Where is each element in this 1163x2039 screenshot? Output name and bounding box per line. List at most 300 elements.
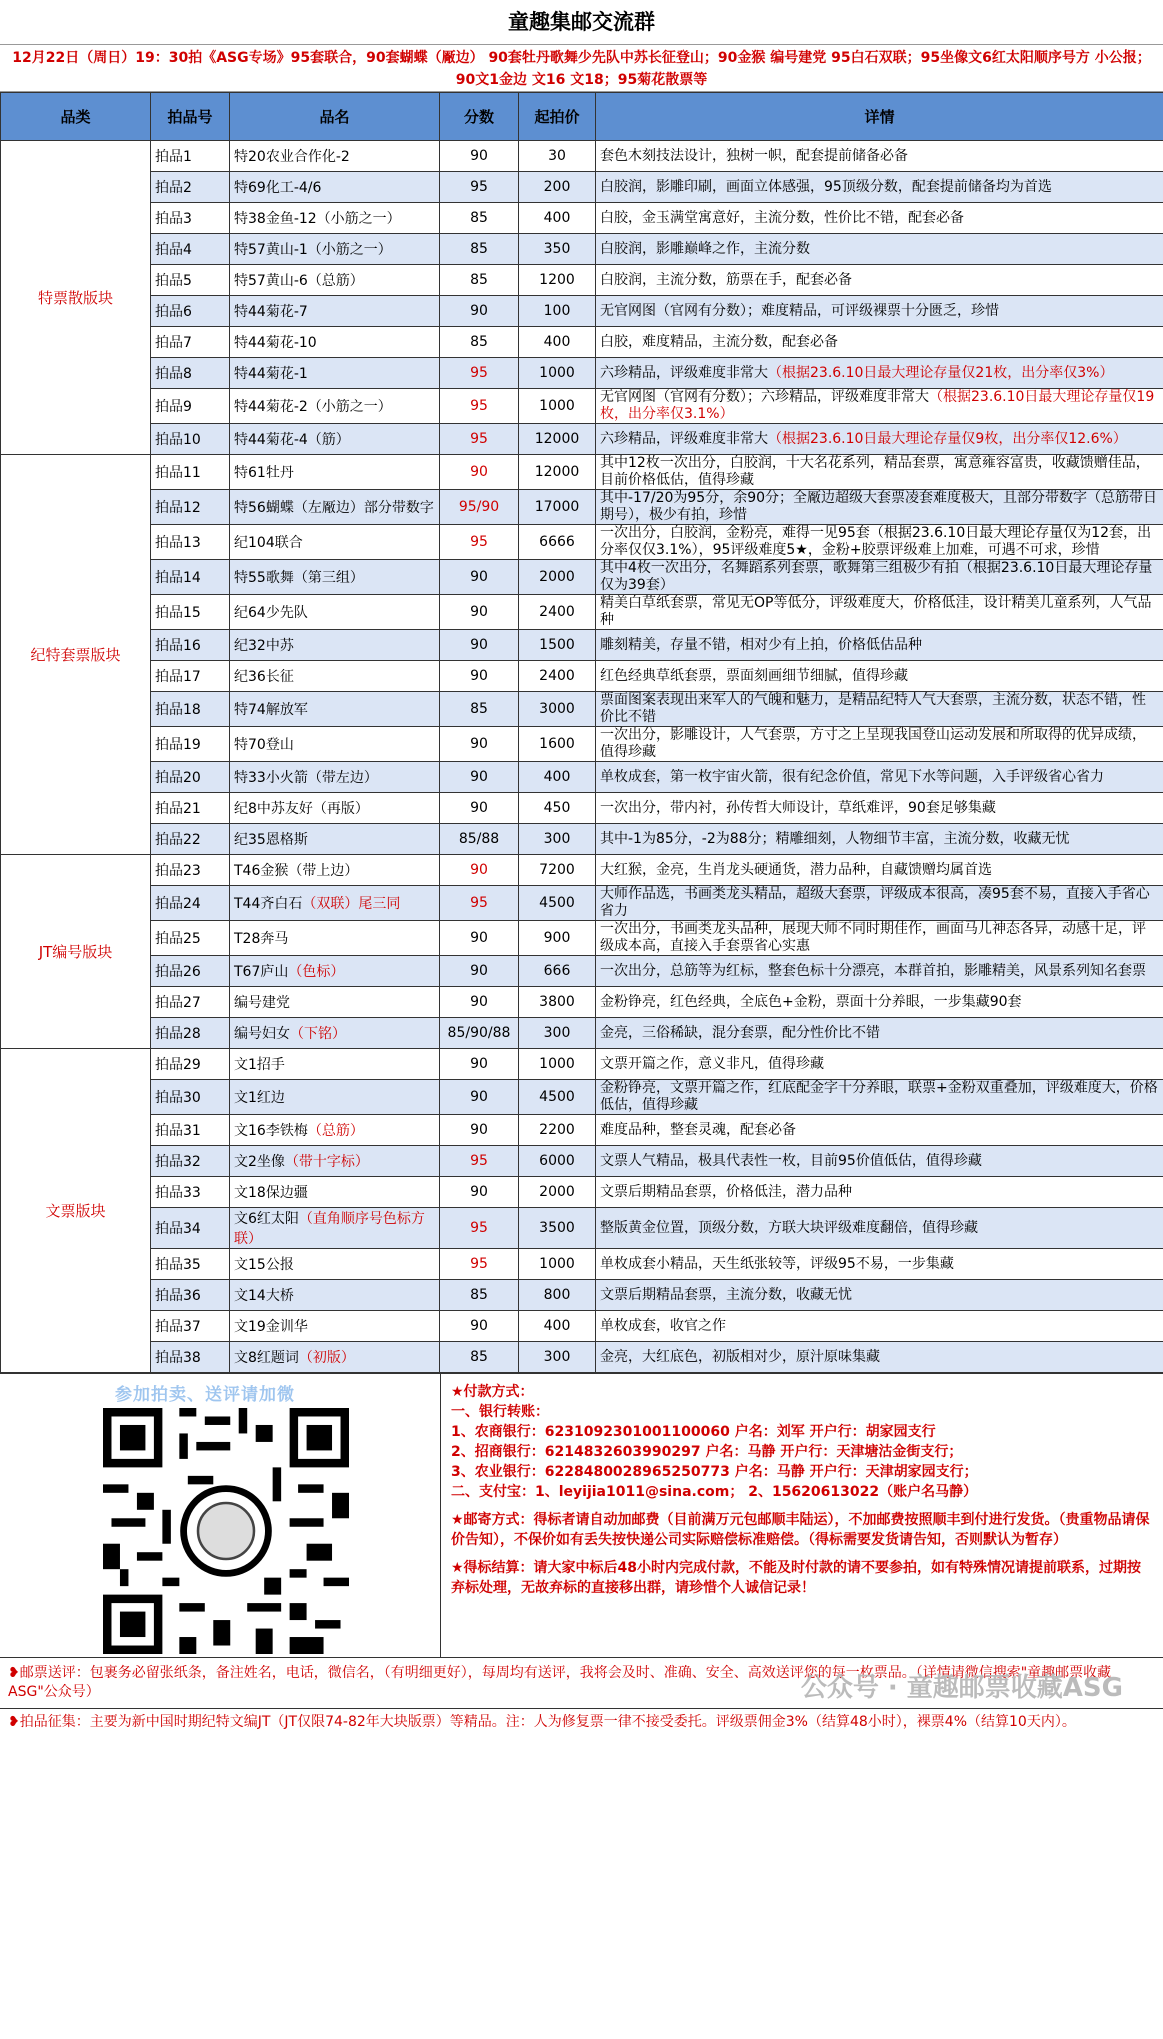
lot-name [230, 389, 440, 424]
lot-score: 90 [440, 296, 519, 327]
lot-number: 拍品13 [151, 525, 230, 560]
payment-heading: ★付款方式： [451, 1384, 534, 1400]
lot-name-text: 特44菊花-4（筋） [234, 432, 350, 448]
table-row [1, 1018, 1163, 1049]
table-row [1, 661, 1163, 692]
lot-name-text: T46金猴（带上边） [234, 863, 359, 879]
page-subtitle: 12月22日（周日）19：30拍《ASG专场》95套联合，90套蝴蝶（厰边） 90套牡丹歌舞少先队中苏长征登山；90金猴 编号建党 95白石双联；95坐像文6红太阳顺序号方 小公报；90文1金边 文16 文18；95菊花散票等 [0, 45, 1163, 92]
lot-start-price: 1000 [519, 389, 596, 424]
lot-name-text: 文16李铁梅 [234, 1123, 308, 1139]
lot-table [0, 92, 1163, 1373]
lot-name [230, 424, 440, 455]
lot-name [230, 595, 440, 630]
lot-name-text: 特44菊花-7 [234, 304, 308, 320]
lot-detail [596, 234, 1163, 265]
table-row [1, 886, 1163, 921]
table-row [1, 1280, 1163, 1311]
lot-detail-text: 单枚成套，第一枚宇宙火箭，很有纪念价值，常见下水等问题，入手评级省心省力 [600, 768, 1104, 785]
table-row [1, 1115, 1163, 1146]
lot-score: 90 [440, 921, 519, 956]
table-row [1, 1080, 1163, 1115]
lot-detail-text: 白胶，金玉满堂寓意好，主流分数，性价比不错，配套必备 [600, 209, 964, 226]
lot-detail [596, 525, 1163, 560]
lot-detail [596, 1049, 1163, 1080]
lot-detail-text: 其中12枚一次出分，白胶润，十大名花系列，精品套票，寓意雍容富贵，收藏馈赠佳品，目前价格低估，值得珍藏 [600, 455, 1150, 488]
lot-number: 拍品15 [151, 595, 230, 630]
send-grading-note: ❥邮票送评：包裹务必留张纸条，备注姓名，电话，微信名，（有明细更好），每周均有送评，我将会及时、准确、安全、高效送评您的每一枚票品。（详情请微信搜索"童趣邮票收藏ASG"公众号） [0, 1657, 1163, 1708]
lot-start-price: 100 [519, 296, 596, 327]
lot-detail [596, 490, 1163, 525]
lot-number: 拍品29 [151, 1049, 230, 1080]
table-row [1, 1311, 1163, 1342]
lot-name-text: 特33小火箭（带左边） [234, 770, 378, 786]
lot-detail-text: 大红猴，金亮，生肖龙头硬通货，潜力品种，自藏馈赠均属首选 [600, 861, 992, 878]
lot-start-price: 3800 [519, 987, 596, 1018]
lot-name [230, 525, 440, 560]
table-row [1, 1249, 1163, 1280]
table-row [1, 855, 1163, 886]
lot-name [230, 234, 440, 265]
lot-name [230, 265, 440, 296]
lot-number: 拍品1 [151, 141, 230, 172]
lot-score: 85 [440, 265, 519, 296]
lot-score: 90 [440, 727, 519, 762]
lot-score: 85 [440, 1342, 519, 1373]
lot-start-price: 2400 [519, 661, 596, 692]
bank-line-3: 3、农业银行：6228480028965250773 户名：马静 开户行：天津胡家园支行； [451, 1464, 978, 1480]
lot-score: 85 [440, 203, 519, 234]
lot-start-price: 3000 [519, 692, 596, 727]
lot-detail [596, 424, 1163, 455]
lot-name [230, 1208, 440, 1249]
lot-name [230, 692, 440, 727]
lot-detail-text: 一次出分，影雕设计，人气套票，方寸之上呈现我国登山运动发展和所取得的优异成绩，值得珍藏 [600, 727, 1146, 760]
lot-detail-text: 难度品种，整套灵魂，配套必备 [600, 1121, 796, 1138]
lot-name [230, 855, 440, 886]
lot-name [230, 824, 440, 855]
lot-start-price: 30 [519, 141, 596, 172]
lot-detail-text: 一次出分，总筋等为红标，整套色标十分漂亮，本群首拍，影雕精美，风景系列知名套票 [600, 962, 1146, 979]
lot-score: 90 [440, 630, 519, 661]
section-label: 文票版块 [1, 1049, 151, 1373]
lot-detail [596, 921, 1163, 956]
lot-detail-text: 其中-1为85分，-2为88分；精雕细刻，人物细节丰富，主流分数，收藏无忧 [600, 830, 1070, 847]
table-row [1, 234, 1163, 265]
lot-name-text: 特69化工-4/6 [234, 180, 322, 196]
lot-score: 90 [440, 560, 519, 595]
lot-detail-text: 无官网图（官网有分数）；难度精品，可评级裸票十分匮乏，珍惜 [600, 302, 999, 319]
lot-name-text: 特20农业合作化-2 [234, 149, 350, 165]
mail-note: ★邮寄方式：得标者请自动加邮费（目前满万元包邮顺丰陆运），不加邮费按照顺丰到付进行发货。（贵重物品请保价告知），不保价如有丢失按快递公司实际赔偿标准赔偿。（得标需要发货请告知，否则默认为暂存） [451, 1512, 1150, 1548]
lot-number: 拍品10 [151, 424, 230, 455]
lot-score: 90 [440, 987, 519, 1018]
lot-name [230, 921, 440, 956]
lot-score: 95/90 [440, 490, 519, 525]
table-row [1, 1177, 1163, 1208]
lot-name-text: 编号妇女 [234, 1026, 290, 1042]
lot-name-text: 文1红边 [234, 1090, 285, 1106]
lot-detail-text: 金粉铮亮，红色经典，全底色+金粉，票面十分养眼，一步集藏90套 [600, 993, 1022, 1010]
lot-name-text: 文2坐像 [234, 1154, 285, 1170]
lot-detail-text: 白胶润，主流分数，筋票在手，配套必备 [600, 271, 852, 288]
lot-detail-text: 精美白草纸套票，常见无OP等低分，评级难度大，价格低洼，设计精美儿童系列，人气品种 [600, 595, 1152, 628]
table-row [1, 630, 1163, 661]
lot-name [230, 793, 440, 824]
lot-name-text: 纪35恩格斯 [234, 832, 308, 848]
lot-detail [596, 296, 1163, 327]
lot-name [230, 203, 440, 234]
lot-detail-text: 一次出分，带内衬，孙传哲大师设计，草纸难评，90套足够集藏 [600, 799, 996, 816]
lot-name [230, 1342, 440, 1373]
lot-start-price: 2400 [519, 595, 596, 630]
lot-score: 90 [440, 1177, 519, 1208]
table-row [1, 824, 1163, 855]
lot-name-text: 文1招手 [234, 1057, 285, 1073]
lot-name-text: 特70登山 [234, 737, 294, 753]
bank-heading: 一、银行转账： [451, 1404, 549, 1420]
lot-number: 拍品38 [151, 1342, 230, 1373]
table-row [1, 172, 1163, 203]
lot-name [230, 1080, 440, 1115]
lot-detail-text: 一次出分，白胶润，金粉亮，难得一见95套（根据23.6.10日最大理论存量仅为12套，出分率仅仅3.1%），95评级难度5★，金粉+胶票评级难上加难，可遇不可求，珍惜 [600, 525, 1152, 558]
lot-score: 95 [440, 424, 519, 455]
lot-detail [596, 265, 1163, 296]
lot-detail [596, 1208, 1163, 1249]
lot-name [230, 1049, 440, 1080]
lot-start-price: 3500 [519, 1208, 596, 1249]
lot-detail-text: 文票开篇之作，意义非凡，值得珍藏 [600, 1055, 824, 1072]
lot-score: 85/90/88 [440, 1018, 519, 1049]
lot-detail-text: 文票后期精品套票，价格低洼，潜力品种 [600, 1183, 852, 1200]
lot-start-price: 1200 [519, 265, 596, 296]
lot-name-text: 纪36长征 [234, 669, 294, 685]
lot-start-price: 2200 [519, 1115, 596, 1146]
lot-start-price: 666 [519, 956, 596, 987]
bank-line-1: 1、农商银行：6231092301001100060 户名：刘军 开户行：胡家园支行 [451, 1424, 936, 1440]
lot-number: 拍品2 [151, 172, 230, 203]
lot-score: 90 [440, 1080, 519, 1115]
lot-score: 90 [440, 455, 519, 490]
lot-detail [596, 203, 1163, 234]
lot-name [230, 987, 440, 1018]
lot-start-price: 300 [519, 1342, 596, 1373]
table-row [1, 424, 1163, 455]
lot-name-text: 纪8中苏友好（再版） [234, 801, 369, 817]
lot-name [230, 1177, 440, 1208]
lot-name [230, 358, 440, 389]
bank-line-2: 2、招商银行：6214832603990297 户名：马静 开户行：天津塘沽金街支行； [451, 1444, 963, 1460]
lot-start-price: 400 [519, 327, 596, 358]
lot-detail [596, 1115, 1163, 1146]
lot-detail-text: 文票人气精品，极具代表性一枚，目前95价值低估，值得珍藏 [600, 1152, 982, 1169]
lot-score: 95 [440, 525, 519, 560]
lot-detail [596, 956, 1163, 987]
lot-name-text: 特74解放军 [234, 702, 308, 718]
lot-number: 拍品20 [151, 762, 230, 793]
lot-name [230, 1249, 440, 1280]
lot-number: 拍品4 [151, 234, 230, 265]
lot-score: 90 [440, 1049, 519, 1080]
lot-number: 拍品7 [151, 327, 230, 358]
lot-score: 95 [440, 1208, 519, 1249]
lot-start-price: 4500 [519, 886, 596, 921]
lot-detail-text: 白胶，难度精品，主流分数，配套必备 [600, 333, 838, 350]
lot-number: 拍品33 [151, 1177, 230, 1208]
lot-detail [596, 1018, 1163, 1049]
table-row [1, 560, 1163, 595]
lot-name [230, 1115, 440, 1146]
lot-detail-text: 无官网图（官网有分数）；六珍精品，评级难度非常大 [600, 389, 929, 405]
lot-name [230, 1018, 440, 1049]
lot-detail-text: 雕刻精美，存量不错，相对少有上拍，价格低估品种 [600, 636, 922, 653]
lot-number: 拍品8 [151, 358, 230, 389]
lot-number: 拍品37 [151, 1311, 230, 1342]
lot-score: 85/88 [440, 824, 519, 855]
lot-number: 拍品26 [151, 956, 230, 987]
table-row [1, 141, 1163, 172]
lot-number: 拍品22 [151, 824, 230, 855]
lot-detail [596, 1177, 1163, 1208]
lot-number: 拍品30 [151, 1080, 230, 1115]
lot-name [230, 490, 440, 525]
lot-name-text: T44齐白石 [234, 896, 303, 912]
lot-detail-text: 单枚成套小精品，天生纸张较等，评级95不易，一步集藏 [600, 1255, 954, 1272]
table-row [1, 1049, 1163, 1080]
lot-start-price: 400 [519, 203, 596, 234]
lot-detail [596, 455, 1163, 490]
lot-name-text: 文6红太阳 [234, 1211, 299, 1227]
lot-name-text: 特44菊花-10 [234, 335, 317, 351]
lot-name-note: （带十字标） [284, 1154, 369, 1170]
col-name: 品名 [230, 93, 440, 141]
lot-detail-text: 其中4枚一次出分，名舞蹈系列套票，歌舞第三组极少有拍（根据23.6.10日最大理论存量仅为39套） [600, 560, 1153, 593]
lot-name [230, 762, 440, 793]
lot-name [230, 327, 440, 358]
lot-score: 90 [440, 762, 519, 793]
lot-number: 拍品21 [151, 793, 230, 824]
lot-name-text: 特57黄山-1（小筋之一） [234, 242, 392, 258]
lot-number: 拍品23 [151, 855, 230, 886]
lot-number: 拍品36 [151, 1280, 230, 1311]
lot-name-text: 特57黄山-6（总筋） [234, 273, 364, 289]
lot-name [230, 727, 440, 762]
lot-number: 拍品9 [151, 389, 230, 424]
lot-detail [596, 987, 1163, 1018]
table-row [1, 956, 1163, 987]
lot-detail [596, 327, 1163, 358]
lot-number: 拍品35 [151, 1249, 230, 1280]
lot-score: 95 [440, 1249, 519, 1280]
col-score: 分数 [440, 93, 519, 141]
section-label: 纪特套票版块 [1, 455, 151, 855]
lot-start-price: 1500 [519, 630, 596, 661]
lot-number: 拍品24 [151, 886, 230, 921]
lot-detail [596, 1342, 1163, 1373]
lot-start-price: 6666 [519, 525, 596, 560]
lot-number: 拍品3 [151, 203, 230, 234]
table-row [1, 921, 1163, 956]
table-row [1, 595, 1163, 630]
lot-name [230, 1311, 440, 1342]
lot-name [230, 560, 440, 595]
lot-detail-text: 六珍精品，评级难度非常大 [600, 430, 768, 447]
lot-name-note: （下铭） [290, 1026, 346, 1042]
lot-number: 拍品27 [151, 987, 230, 1018]
lot-start-price: 300 [519, 824, 596, 855]
lot-detail-text: 白胶润，影雕巅峰之作，主流分数 [600, 240, 810, 257]
lot-start-price: 4500 [519, 1080, 596, 1115]
lot-detail-text: 一次出分，书画类龙头品种，展现大师不同时期佳作，画面马儿神态各异，动感十足，评级成本高，直接入手套票省心实惠 [600, 921, 1146, 954]
lot-detail [596, 692, 1163, 727]
lot-number: 拍品14 [151, 560, 230, 595]
settle-note: ★得标结算：请大家中标后48小时内完成付款，不能及时付款的请不要参拍，如有特殊情况请提前联系，过期按弃标处理，无故弃标的直接移出群，请珍惜个人诚信记录！ [451, 1560, 1142, 1596]
lot-score: 95 [440, 886, 519, 921]
lot-name-note: （双联）尾三同 [302, 896, 401, 912]
lot-name-note: （直角顺序号色标方联） [234, 1211, 425, 1247]
table-row [1, 1146, 1163, 1177]
lot-name-text: 特38金鱼-12（小筋之一） [234, 211, 401, 227]
lot-detail [596, 1311, 1163, 1342]
lot-start-price: 800 [519, 1280, 596, 1311]
lot-name [230, 296, 440, 327]
lot-detail-note: （根据23.6.10日最大理论存量仅19枚，出分率仅3.1%） [600, 389, 1155, 422]
lot-detail [596, 661, 1163, 692]
lot-detail-text: 票面图案表现出来军人的气魄和魅力，是精品纪特人气大套票，主流分数，状态不错，性价比不错 [600, 692, 1146, 725]
lot-name-text: 文18保边疆 [234, 1185, 308, 1201]
lot-detail [596, 1146, 1163, 1177]
lot-detail-text: 六珍精品，评级难度非常大 [600, 364, 768, 381]
lot-number: 拍品11 [151, 455, 230, 490]
lot-start-price: 2000 [519, 1177, 596, 1208]
lot-detail [596, 727, 1163, 762]
lot-start-price: 350 [519, 234, 596, 265]
lot-detail [596, 762, 1163, 793]
lot-detail-text: 套色木刻技法设计，独树一帜，配套提前储备必备 [600, 147, 908, 164]
lot-name-text: 文8红题词 [234, 1350, 299, 1366]
table-row [1, 525, 1163, 560]
lot-detail [596, 560, 1163, 595]
watermark: 公众号 · 童趣邮票收藏ASG [800, 1673, 1123, 1703]
lot-score: 90 [440, 595, 519, 630]
lot-name-text: 特56蝴蝶（左厰边）部分带数字 [234, 500, 434, 516]
lot-detail-text: 红色经典草纸套票，票面刻画细节细腻，值得珍藏 [600, 667, 908, 684]
qr-code-icon[interactable] [103, 1408, 349, 1654]
lot-name-text: 文14大桥 [234, 1288, 294, 1304]
lot-name-text: T67庐山 [234, 964, 289, 980]
lot-score: 90 [440, 855, 519, 886]
lot-start-price: 450 [519, 793, 596, 824]
table-row [1, 265, 1163, 296]
table-row [1, 1342, 1163, 1373]
lot-start-price: 1600 [519, 727, 596, 762]
lot-name [230, 630, 440, 661]
lot-start-price: 400 [519, 1311, 596, 1342]
lot-number: 拍品19 [151, 727, 230, 762]
lot-score: 85 [440, 327, 519, 358]
lot-score: 90 [440, 956, 519, 987]
lot-name [230, 1280, 440, 1311]
lot-start-price: 6000 [519, 1146, 596, 1177]
lot-detail [596, 595, 1163, 630]
lot-detail-text: 白胶润，影雕印刷，画面立体感强，95顶级分数，配套提前储备均为首选 [600, 178, 1052, 195]
col-detail: 详情 [596, 93, 1163, 141]
lot-number: 拍品28 [151, 1018, 230, 1049]
lot-number: 拍品12 [151, 490, 230, 525]
payment-methods [451, 1382, 1153, 1502]
lot-detail [596, 1280, 1163, 1311]
lot-start-price: 12000 [519, 424, 596, 455]
lot-detail-text: 金粉铮亮，文票开篇之作，红底配金字十分养眼，联票+金粉双重叠加，评级难度大，价格低估，值得珍藏 [600, 1080, 1158, 1113]
lot-detail-note: （根据23.6.10日最大理论存量仅21枚，出分率仅3%） [768, 364, 1114, 381]
lot-start-price: 1000 [519, 1249, 596, 1280]
alipay-line: 二、支付宝：1、leyijia1011@sina.com； 2、15620613022（账户名马静） [451, 1484, 978, 1500]
table-row [1, 793, 1163, 824]
lot-number: 拍品25 [151, 921, 230, 956]
page-title: 童趣集邮交流群 [0, 0, 1163, 45]
lot-detail-text: 金亮，三俗稀缺，混分套票，配分性价比不错 [600, 1024, 880, 1041]
lot-start-price: 2000 [519, 560, 596, 595]
lot-name-text: T28奔马 [234, 931, 289, 947]
qr-panel [0, 1374, 441, 1657]
lot-name-text: 特61牡丹 [234, 465, 294, 481]
table-row [1, 296, 1163, 327]
lot-name-note: （初版） [298, 1350, 355, 1366]
lot-number: 拍品17 [151, 661, 230, 692]
col-category: 品类 [1, 93, 151, 141]
lot-score: 95 [440, 389, 519, 424]
lot-number: 拍品16 [151, 630, 230, 661]
lot-start-price: 400 [519, 762, 596, 793]
lot-score: 85 [440, 234, 519, 265]
lot-detail [596, 855, 1163, 886]
collect-note: ❥拍品征集：主要为新中国时期纪特文编JT（JT仅限74-82年大块版票）等精品。注：人为修复票一律不接受委托。评级票佣金3%（结算48小时），裸票4%（结算10天内）。 [8, 1714, 1076, 1730]
lot-score: 95 [440, 1146, 519, 1177]
col-price: 起拍价 [519, 93, 596, 141]
col-lot: 拍品号 [151, 93, 230, 141]
lot-detail [596, 1080, 1163, 1115]
lot-name [230, 661, 440, 692]
lot-detail [596, 793, 1163, 824]
lot-start-price: 300 [519, 1018, 596, 1049]
lot-name [230, 141, 440, 172]
table-body [1, 141, 1163, 1373]
table-row [1, 987, 1163, 1018]
lot-name [230, 1146, 440, 1177]
lot-number: 拍品31 [151, 1115, 230, 1146]
lot-name-text: 特55歌舞（第三组） [234, 570, 364, 586]
lot-detail [596, 886, 1163, 921]
lot-detail-text: 整版黄金位置，顶级分数，方联大块评级难度翻倍，值得珍藏 [600, 1219, 978, 1236]
lot-number: 拍品5 [151, 265, 230, 296]
lot-score: 85 [440, 692, 519, 727]
lot-detail-text: 其中-17/20为95分，余90分；全厰边超级大套票凌套难度极大，且部分带数字（总筋带日期号），极少有拍，珍惜 [600, 490, 1158, 523]
lot-detail-text: 文票后期精品套票，主流分数，收藏无忧 [600, 1286, 852, 1303]
lot-name [230, 956, 440, 987]
lot-start-price: 1000 [519, 1049, 596, 1080]
lot-name-text: 纪104联合 [234, 535, 303, 551]
lot-name-text: 编号建党 [234, 995, 290, 1011]
lot-name-text: 特44菊花-1 [234, 366, 308, 382]
lot-detail-note: （根据23.6.10日最大理论存量仅9枚，出分率仅12.6%） [768, 430, 1127, 447]
lot-score: 90 [440, 1311, 519, 1342]
lot-name [230, 172, 440, 203]
lot-number: 拍品32 [151, 1146, 230, 1177]
section-label: 特票散版块 [1, 141, 151, 455]
lot-detail [596, 389, 1163, 424]
table-row [1, 692, 1163, 727]
lot-name-text: 文15公报 [234, 1257, 294, 1273]
section-label: JT编号版块 [1, 855, 151, 1049]
